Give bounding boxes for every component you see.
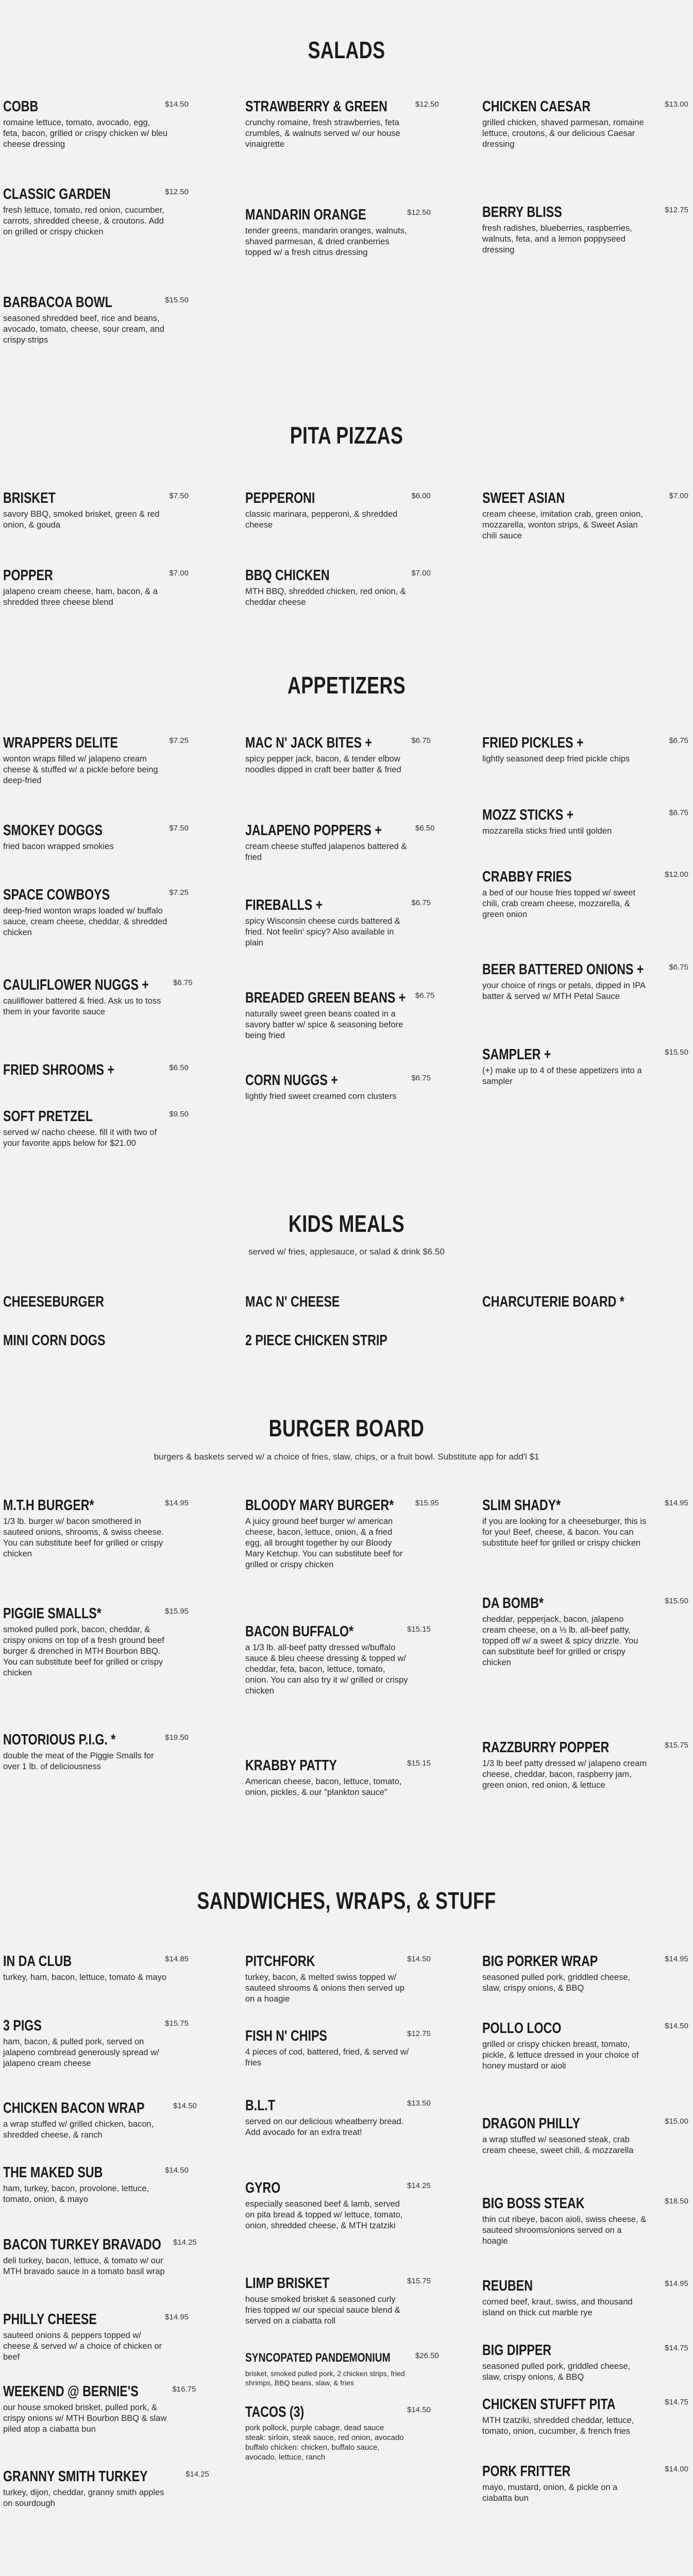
item-description: spicy pepper jack, bacon, & tender elbow noodles dipped in craft beer batter & fried	[245, 754, 401, 774]
item-price: $15.50	[665, 1597, 688, 1605]
item-description: corned beef, kraut, swiss, and thousand island on thick cut marble rye	[482, 2297, 633, 2317]
item-description: grilled or crispy chicken breast, tomato, pickle, & lettuce dressed in your choice of honey mustard or aioli	[482, 2040, 639, 2071]
menu-item	[482, 2020, 688, 2072]
item-name: DRAGON PHILLY	[482, 2115, 580, 2132]
menu-item	[482, 1595, 688, 1668]
item-price: $12.50	[415, 100, 439, 109]
item-price: $15.75	[407, 2277, 431, 2285]
item-price: $7.00	[411, 569, 431, 578]
item-price: $12.00	[665, 870, 688, 879]
menu-item	[245, 2275, 431, 2327]
menu-item	[3, 886, 189, 938]
item-price: $13.50	[407, 2099, 431, 2108]
item-price: $6.50	[415, 824, 435, 833]
menu-item	[482, 489, 688, 541]
item-description: cream cheese, imitation crab, green onion, mozzarella, wonton strips, & Sweet Asian chili sauce	[482, 510, 643, 540]
menu-item	[3, 1953, 189, 1983]
item-price: $14.50	[165, 2166, 189, 2175]
item-name: SWEET ASIAN	[482, 490, 565, 506]
item-name: BACON BUFFALO*	[245, 1623, 354, 1640]
item-price: $14.95	[665, 2279, 688, 2288]
menu-item	[245, 1623, 431, 1697]
item-name: SYNCOPATED PANDEMONIUM	[245, 2351, 391, 2365]
item-name: BARBACOA BOWL	[3, 294, 112, 311]
item-description: cream cheese stuffed jalapenos battered & fried	[245, 842, 407, 862]
kids-item	[3, 1293, 189, 1311]
menu-item	[245, 2027, 431, 2069]
item-name: COBB	[3, 98, 39, 115]
item-name: MAC N' JACK BITES +	[245, 735, 372, 751]
menu-item	[3, 2164, 189, 2205]
item-name: WEEKEND @ BERNIE'S	[3, 2383, 139, 2400]
item-price: $14.50	[407, 1955, 431, 1963]
menu-item	[3, 2311, 189, 2363]
item-price: $6.75	[415, 991, 435, 1000]
item-description: seasoned pulled pork, griddled cheese, slaw, crispy onions, & BBQ	[482, 2362, 631, 2382]
menu-item	[3, 2383, 196, 2435]
item-name: SMOKEY DOGGS	[3, 822, 103, 839]
item-name: SLIM SHADY*	[482, 1497, 561, 1514]
item-name: FISH N' CHIPS	[245, 2028, 327, 2044]
item-description: turkey, dijon, cheddar, granny smith apples on sourdough	[3, 2488, 164, 2508]
item-description: lightly seasoned deep fried pickle chips	[482, 754, 630, 764]
item-price: $14.50	[165, 100, 189, 109]
item-name: BERRY BLISS	[482, 204, 562, 221]
menu-item	[3, 98, 189, 150]
menu-item	[245, 822, 435, 863]
menu-item	[3, 185, 189, 238]
item-price: $14.50	[173, 2102, 197, 2110]
item-name: BIG PORKER WRAP	[482, 1953, 598, 1970]
item-name: BIG BOSS STEAK	[482, 2195, 585, 2212]
item-price: $15.15	[407, 1625, 431, 1634]
item-name: IN DA CLUB	[3, 1953, 72, 1970]
item-price: $6.75	[411, 736, 431, 745]
item-name: MINI CORN DOGS	[3, 1332, 106, 1349]
kids-item	[245, 1332, 431, 1349]
menu-item	[482, 806, 688, 837]
item-description: your choice of rings or petals, dipped in IPA batter & served w/ MTH Petal Sauce	[482, 981, 646, 1001]
menu-item	[245, 206, 431, 258]
item-price: $15.95	[165, 1607, 189, 1616]
menu-item	[482, 2342, 688, 2383]
menu-item	[245, 1497, 439, 1570]
item-price: $14.50	[665, 2022, 688, 2030]
item-name: REUBEN	[482, 2278, 533, 2294]
item-description: ham, turkey, bacon, provolone, lettuce, tomato, onion, & mayo	[3, 2184, 149, 2204]
item-name: MAC N' CHEESE	[245, 1294, 340, 1310]
item-name: CHARCUTERIE BOARD *	[482, 1294, 624, 1310]
item-description: naturally sweet green beans coated in a savory batter w/ spice & seasoning before being fried	[245, 1009, 403, 1040]
item-name: BLOODY MARY BURGER*	[245, 1497, 394, 1514]
item-name: BACON TURKEY BRAVADO	[3, 2236, 161, 2253]
item-price: $19.50	[165, 1733, 189, 1742]
menu-item	[482, 98, 688, 150]
item-description: lightly fried sweet creamed corn clusters	[245, 1092, 397, 1101]
item-name: GYRO	[245, 2180, 281, 2196]
item-price: $12.50	[165, 188, 189, 196]
item-price: $6.75	[173, 978, 193, 987]
item-price: $14.25	[185, 2470, 209, 2479]
menu-item	[3, 2099, 197, 2141]
menu-item	[3, 822, 189, 852]
item-price: $14.25	[407, 2181, 431, 2190]
item-description: fresh lettuce, tomato, red onion, cucumber, carrots, shredded cheese, & croutons. Add on grilled or crispy chicken	[3, 206, 164, 236]
item-description: seasoned shredded beef, rice and beans, avocado, tomato, cheese, sour cream, and crispy strips	[3, 314, 164, 345]
menu-item	[245, 1072, 431, 1102]
item-description: tender greens, mandarin oranges, walnuts, shaved parmesan, & dried cranberries topped w/ a fresh citrus dressing	[245, 226, 407, 257]
item-price: $7.25	[169, 888, 189, 897]
item-description: 1/3 lb. burger w/ bacon smothered in sauteed onions, shrooms, & swiss cheese. You can substitute beef for grilled or crispy chicken	[3, 1517, 164, 1558]
item-description: turkey, bacon, & melted swiss topped w/ sauteed shrooms & onions then served up on a hoagie	[245, 1973, 405, 2004]
menu-item	[245, 2349, 439, 2387]
item-description: cauliflower battered & fried. Ask us to toss them in your favorite sauce	[3, 996, 161, 1016]
item-price: $15.75	[665, 1741, 688, 1750]
item-description: fresh radishes, blueberries, raspberries, walnuts, feta, and a lemon poppyseed dressing	[482, 224, 632, 255]
item-name: CHICKEN STUFFT PITA	[482, 2396, 616, 2413]
item-name: B.L.T	[245, 2097, 275, 2114]
item-description: thin cut ribeye, bacon aioli, swiss cheese, & sauteed shrooms/onions served on a hoagie	[482, 2215, 647, 2246]
item-description: served w/ nacho cheese. fill it with two of your favorite apps below for $21.00	[3, 1128, 157, 1148]
item-name: PEPPERONI	[245, 490, 315, 506]
menu-item	[245, 2403, 431, 2462]
menu-item	[482, 1739, 688, 1791]
item-name: DA BOMB*	[482, 1595, 544, 1612]
item-description: classic marinara, pepperoni, & shredded cheese	[245, 510, 398, 530]
menu-item	[482, 1953, 688, 1994]
item-description: MTH tzatziki, shredded cheddar, lettuce, tomato, onion, cucumber, & french fries	[482, 2416, 634, 2436]
item-name: POPPER	[3, 567, 53, 584]
menu-item	[482, 2396, 688, 2437]
item-description: especially seasoned beef & lamb, served on pita bread & topped w/ lettuce, tomato, onion, shredded cheese, & MTH tzatziki	[245, 2199, 403, 2230]
item-price: $9.50	[169, 1110, 189, 1118]
item-price: $7.25	[169, 736, 189, 745]
item-price: $7.50	[169, 492, 189, 500]
item-name: NOTORIOUS P.I.G. *	[3, 1732, 116, 1748]
item-name: CRABBY FRIES	[482, 869, 572, 885]
item-description: deep-fried wonton wraps loaded w/ buffalo sauce, cream cheese, cheddar, & shredded chicken	[3, 906, 167, 937]
item-name: LIMP BRISKET	[245, 2275, 330, 2292]
menu-item	[482, 2277, 688, 2318]
kids-title: KIDS MEALS	[288, 1210, 405, 1237]
menu-item	[245, 1757, 431, 1798]
menu-item	[3, 1605, 189, 1679]
item-name: M.T.H BURGER*	[3, 1497, 94, 1514]
menu-item	[482, 734, 688, 765]
menu-item	[3, 976, 193, 1018]
item-description: mayo, mustard, onion, & pickle on a ciabatta bun	[482, 2483, 618, 2503]
menu-item	[3, 734, 189, 786]
menu-item	[245, 489, 431, 531]
item-price: $14.95	[665, 1499, 688, 1507]
item-name: PHILLY CHEESE	[3, 2311, 97, 2328]
item-name: FRIED SHROOMS +	[3, 1062, 114, 1078]
menu-item	[3, 1108, 189, 1149]
item-name: STRAWBERRY & GREEN	[245, 98, 387, 115]
item-price: $7.00	[169, 569, 189, 578]
item-description: a 1/3 lb. all-beef patty dressed w/buffalo sauce & bleu cheese dressing & topped w/ cheddar, feta, bacon, lettuce, tomato, onion. You can also try it w/ grilled or crispy chicken	[245, 1643, 408, 1696]
item-price: $6.75	[411, 899, 431, 907]
menu-item	[245, 896, 431, 948]
item-name: FRIED PICKLES +	[482, 735, 584, 751]
item-name: FIREBALLS +	[245, 897, 323, 913]
item-description: wonton wraps filled w/ jalapeno cream cheese & stuffed w/ a pickle before being deep-fried	[3, 754, 158, 785]
item-name: MANDARIN ORANGE	[245, 207, 366, 223]
item-name: CAULIFLOWER NUGGS +	[3, 977, 149, 993]
item-name: POLLO LOCO	[482, 2020, 562, 2037]
item-name: SOFT PRETZEL	[3, 1108, 93, 1125]
item-price: $15.50	[665, 1048, 688, 1057]
item-description: 4 pieces of cod, battered, fried, & served w/ fries	[245, 2047, 409, 2067]
menu-item	[482, 2463, 688, 2504]
item-name: RAZZBURRY POPPER	[482, 1739, 610, 1756]
item-description: turkey, ham, bacon, lettuce, tomato & mayo	[3, 1973, 167, 1982]
item-name: BIG DIPPER	[482, 2342, 552, 2359]
menu-item	[245, 98, 439, 150]
item-name: THE MAKED SUB	[3, 2164, 103, 2181]
item-name: WRAPPERS DELITE	[3, 735, 118, 751]
item-price: $26.50	[415, 2351, 439, 2360]
burgers-subtitle: burgers & baskets served w/ a choice of fries, slaw, chips, or a fruit bowl. Substitute app for add'l $1	[154, 1452, 539, 1462]
item-name: KRABBY PATTY	[245, 1757, 337, 1774]
item-name: CHEESEBURGER	[3, 1294, 104, 1310]
item-description: sauteed onions & peppers topped w/ cheese & served w/ a choice of chicken or beef	[3, 2331, 162, 2362]
item-name: TACOS (3)	[245, 2404, 305, 2420]
item-description: spicy Wisconsin cheese curds battered & fried. Not feelin' spicy? Also available in plain	[245, 917, 400, 947]
item-price: $14.85	[165, 1955, 189, 1963]
item-price: $12.75	[665, 206, 688, 214]
item-price: $14.50	[407, 2405, 431, 2414]
item-name: PIGGIE SMALLS*	[3, 1605, 102, 1622]
menu-item	[482, 204, 688, 256]
menu-item	[482, 2115, 688, 2156]
item-price: $12.50	[407, 208, 431, 217]
item-price: $15.75	[165, 2019, 189, 2028]
item-name: CORN NUGGS +	[245, 1072, 338, 1089]
item-name: BRISKET	[3, 490, 56, 506]
item-description: brisket, smoked pulled pork, 2 chicken strips, fried shrimps, BBQ beans, slaw, & fries	[245, 2369, 405, 2387]
item-description: savory BBQ, smoked brisket, green & red onion, & gouda	[3, 510, 160, 530]
item-price: $14.95	[665, 1955, 688, 1963]
item-price: $6.75	[669, 736, 688, 745]
item-name: 3 PIGS	[3, 2018, 42, 2034]
appetizers-title: APPETIZERS	[287, 672, 406, 699]
menu-item	[245, 989, 435, 1041]
menu-item	[482, 1497, 688, 1549]
salads-title: SALADS	[308, 37, 385, 63]
item-price: $15.50	[165, 296, 189, 304]
menu-item	[3, 1061, 189, 1079]
item-price: $15.95	[415, 1499, 439, 1507]
item-description: 1/3 lb beef patty dressed w/ jalapeno cream cheese, cheddar, bacon, raspberry jam, green onion, red onion, & lettuce	[482, 1759, 647, 1790]
item-price: $12.75	[407, 2029, 431, 2038]
item-description: our house smoked brisket, pulled pork, & crispy onions w/ MTH Bourbon BBQ & slaw piled atop a ciabatta bun	[3, 2403, 167, 2434]
item-description: deli turkey, bacon, lettuce, & tomato w/ our MTH bravado sauce in a tomato basil wrap	[3, 2256, 165, 2276]
item-price: $6.75	[411, 1074, 431, 1082]
menu-item	[3, 294, 189, 346]
item-description: grilled chicken, shaved parmesan, romaine lettuce, croutons, & our delicious Caesar dressing	[482, 118, 644, 149]
kids-subtitle: served w/ fries, applesauce, or salad & drink $6.50	[248, 1247, 445, 1257]
item-description: ham, bacon, & pulled pork, served on jalapeno cornbread generously spread w/ jalapeno cream cheese	[3, 2037, 159, 2068]
item-price: $6.75	[669, 963, 688, 972]
menu-item	[245, 2179, 431, 2231]
menu-item	[3, 489, 189, 531]
menu-item	[245, 734, 431, 775]
item-description: mozzarella sticks fried until golden	[482, 826, 612, 836]
item-name: SAMPLER +	[482, 1046, 551, 1063]
item-description: crunchy romaine, fresh strawberries, feta crumbles, & walnuts served w/ our house vinaigrette	[245, 118, 400, 149]
item-name: CLASSIC GARDEN	[3, 186, 111, 202]
item-description: romaine lettuce, tomato, avocado, egg, feta, bacon, grilled or crispy chicken w/ bleu cheese dressing	[3, 118, 168, 149]
menu-item	[3, 1731, 189, 1772]
item-price: $14.95	[165, 2313, 189, 2321]
item-price: $15.15	[407, 1759, 431, 1768]
menu-item	[3, 2017, 189, 2069]
item-name: PITCHFORK	[245, 1953, 315, 1970]
item-name: 2 PIECE CHICKEN STRIP	[245, 1332, 387, 1349]
item-description: pork pollock, purple cabage, dead sauce steak: sirloin, steak sauce, red onion, avocado buffalo chicken: chicken, buffalo sauce, avocado, lettuce, ranch	[245, 2424, 404, 2462]
item-price: $6.50	[169, 1063, 189, 1072]
item-name: BBQ CHICKEN	[245, 567, 330, 584]
item-description: A juicy ground beef burger w/ american cheese, bacon, lettuce, onion, & a fried egg, all brought together by our Bloody Mary Ketchup. You can substitute beef for grilled or crispy chicken	[245, 1517, 403, 1569]
item-price: $15.00	[665, 2117, 688, 2126]
item-name: MOZZ STICKS +	[482, 807, 574, 823]
menu-item	[482, 1046, 688, 1087]
menu-item	[482, 868, 688, 920]
menu-item	[245, 567, 431, 608]
item-description: a bed of our house fries topped w/ sweet chili, crab cream cheese, mozzarella, & green onion	[482, 888, 636, 919]
item-description: double the meat of the Piggie Smalls for over 1 lb. of deliciousness	[3, 1751, 154, 1771]
item-price: $14.25	[173, 2238, 197, 2247]
menu-item	[482, 961, 688, 1002]
item-description: MTH BBQ, shredded chicken, red onion, & cheddar cheese	[245, 587, 406, 607]
item-description: house smoked brisket & seasoned curly fries topped w/ our special sauce blend & served on a ciabatta roll	[245, 2295, 400, 2326]
item-description: fried bacon wrapped smokies	[3, 842, 114, 851]
item-name: SPACE COWBOYS	[3, 887, 110, 903]
item-description: a wrap stuffed w/ seasoned steak, crab cream cheese, sweet chili, & mozzarella	[482, 2135, 634, 2155]
item-name: CHICKEN BACON WRAP	[3, 2100, 145, 2116]
item-price: $14.95	[165, 1499, 189, 1507]
kids-item	[3, 1332, 189, 1349]
item-name: CHICKEN CAESAR	[482, 98, 591, 115]
item-price: $7.50	[169, 824, 189, 833]
item-price: $14.75	[665, 2398, 688, 2406]
menu-item	[245, 2097, 431, 2138]
sandwiches-title: SANDWICHES, WRAPS, & STUFF	[197, 1887, 496, 1914]
item-description: cheddar, pepperjack, bacon, jalapeno cream cheese, on a ⅓ lb. all-beef patty, topped off w/ a sweet & spicy drizzle. You can substitute beef for grilled or crispy chicken	[482, 1615, 638, 1667]
item-description: seasoned pulled pork, griddled cheese, slaw, crispy onions, & BBQ	[482, 1973, 631, 1993]
menu-item	[3, 2236, 197, 2277]
menu-item	[482, 2195, 688, 2247]
menu-item	[3, 1497, 189, 1560]
kids-item	[482, 1293, 668, 1311]
item-description: American cheese, bacon, lettuce, tomato, onion, pickles, & our "plankton sauce"	[245, 1777, 402, 1797]
menu-item	[3, 2468, 209, 2509]
item-name: PORK FRITTER	[482, 2463, 571, 2480]
item-name: GRANNY SMITH TURKEY	[3, 2468, 148, 2485]
item-price: $14.75	[665, 2344, 688, 2352]
menu-item	[245, 1953, 431, 2005]
pita-title: PITA PIZZAS	[290, 422, 403, 449]
menu-item	[3, 567, 189, 608]
item-price: $13.00	[665, 100, 688, 109]
item-name: BREADED GREEN BEANS +	[245, 990, 406, 1006]
item-price: $6.75	[669, 808, 688, 817]
item-name: JALAPENO POPPERS +	[245, 822, 382, 839]
item-description: smoked pulled pork, bacon, cheddar, & crispy onions on top of a fresh ground beef burger & drenched in MTH Bourbon BBQ. You can substitute beef for grilled or crispy chicken	[3, 1625, 164, 1677]
item-description: jalapeno cream cheese, ham, bacon, & a shredded three cheese blend	[3, 587, 158, 607]
item-price: $7.00	[669, 492, 688, 500]
item-description: if you are looking for a cheeseburger, this is for you! Beef, cheese, & bacon. You can substitute beef for grilled or crispy chicken	[482, 1517, 647, 1548]
item-price: $14.00	[665, 2465, 688, 2473]
kids-item	[245, 1293, 431, 1311]
item-price: $16.75	[172, 2385, 196, 2394]
item-name: BEER BATTERED ONIONS +	[482, 961, 644, 978]
item-description: a wrap stuffed w/ grilled chicken, bacon, shredded cheese, & ranch	[3, 2120, 154, 2140]
item-description: served on our delicious wheatberry bread. Add avocado for an extra treat!	[245, 2117, 404, 2137]
burgers-title: BURGER BOARD	[268, 1415, 425, 1442]
item-price: $6.00	[411, 492, 431, 500]
item-price: $18.50	[665, 2197, 688, 2206]
item-description: (+) make up to 4 of these appetizers into a sampler	[482, 1066, 642, 1086]
